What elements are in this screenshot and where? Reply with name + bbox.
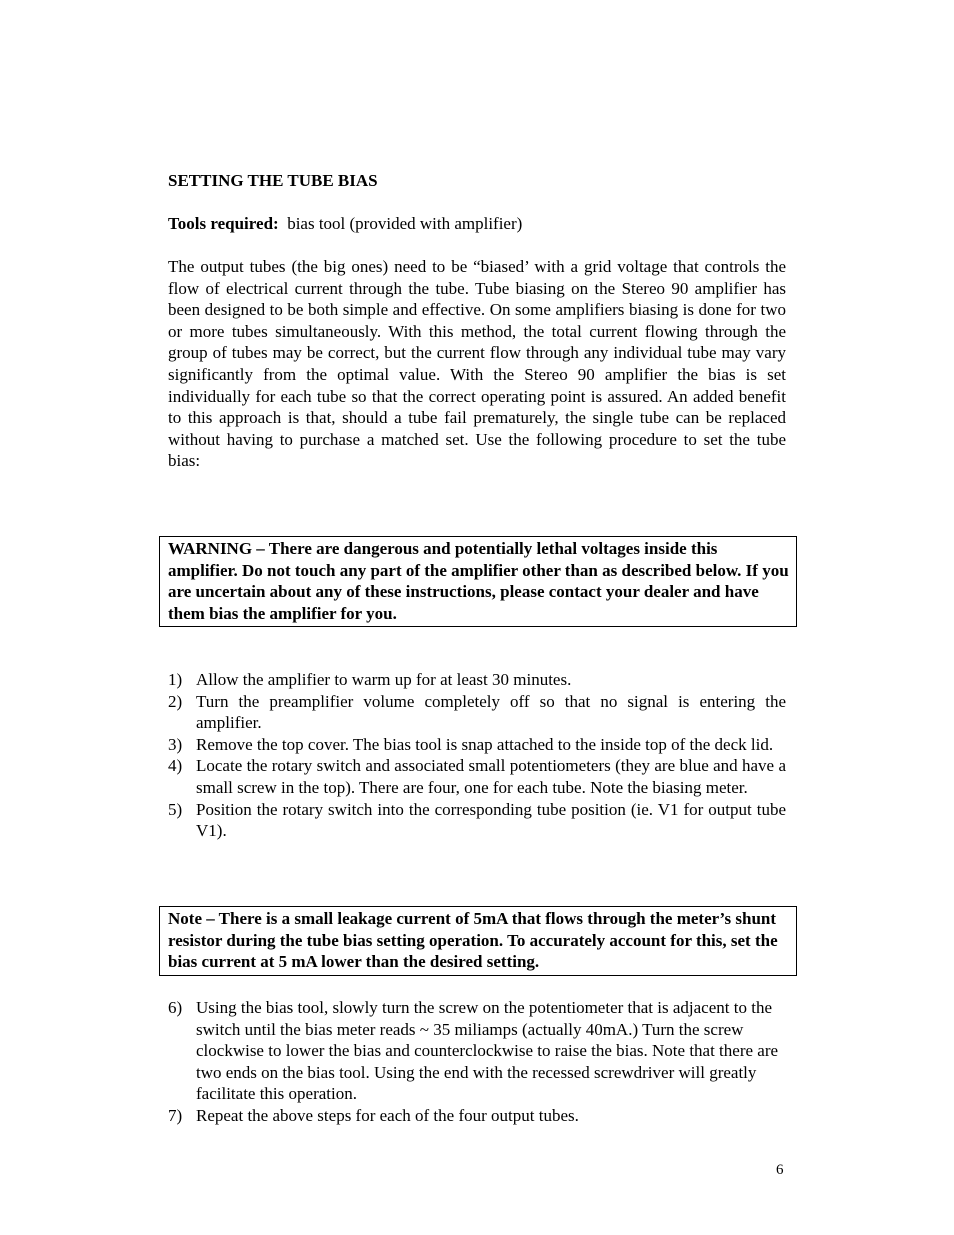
warning-box: WARNING – There are dangerous and potentially lethal voltages inside this amplifier. Do not touch any part of the amplifier other than as described below. If you are uncertain about any of these instructions, please contact your dealer and have them bias the amplifier for you.	[159, 536, 797, 627]
intro-paragraph: The output tubes (the big ones) need to be “biased’ with a grid voltage that controls the flow of electrical current through the tube. Tube biasing on the Stereo 90 amplifier has been designed to be both simple and effective. On some amplifiers biasing is done for two or more tubes simultaneously. With this method, the total current flowing through the group of tubes may be correct, but the current flow through any individual tube may vary significantly from the optimal value. With the Stereo 90 amplifier the bias is set individually for each tube so that the correct operating point is assured. An added benefit to this approach is that, should a tube fail prematurely, the single tube can be replaced without having to purchase a matched set. Use the following procedure to set the tube bias:	[168, 257, 786, 471]
tools-label: Tools required:	[168, 214, 279, 233]
list-item	[168, 1105, 786, 1127]
step-text: Allow the amplifier to warm up for at least 30 minutes.	[196, 670, 572, 689]
list-item	[168, 691, 786, 734]
step-text: Remove the top cover. The bias tool is snap attached to the inside top of the deck lid.	[196, 734, 774, 754]
note-box: Note – There is a small leakage current of 5mA that flows through the meter’s shunt resistor during the tube bias setting operation. To accurately account for this, set the bias current at 5 mA lower than the desired setting.	[159, 906, 797, 976]
tools-value: bias tool (provided with amplifier)	[287, 214, 523, 233]
list-item	[168, 755, 786, 798]
list-item	[168, 669, 786, 691]
step-number: 6)	[168, 998, 183, 1017]
procedure-steps-1-5	[168, 669, 786, 842]
step-number: 2)	[168, 691, 183, 711]
step-text: Turn the preamplifier volume completely off so that no signal is entering the amplifier.	[196, 691, 786, 733]
step-text: Using the bias tool, slowly turn the screw on the potentiometer that is adjacent to the switch until the bias meter reads ~ 35 miliamps (actually 40mA.) Turn the screw clockwise to lower the bias and counterclockwise to raise the bias. Note that there are two ends on the bias tool. Using the end with the recessed screwdriver will greatly facilitate this operation.	[196, 998, 779, 1104]
step-text: Locate the rotary switch and associated small potentiometers (they are blue and have a small screw in the top). There are four, one for each tube. Note the biasing meter.	[196, 756, 786, 797]
step-text: Repeat the above steps for each of the four output tubes.	[196, 1105, 579, 1125]
step-number: 1)	[168, 670, 183, 689]
step-text: Position the rotary switch into the corresponding tube position (ie. V1 for output tube V1).	[196, 799, 786, 841]
step-number: 7)	[168, 1105, 183, 1125]
page-number: 6	[776, 1162, 784, 1178]
step-number: 3)	[168, 734, 183, 754]
section-heading: SETTING THE TUBE BIAS	[168, 171, 378, 190]
step-number: 4)	[168, 756, 183, 776]
tools-required	[168, 213, 788, 235]
list-item	[168, 799, 786, 842]
list-item	[168, 734, 786, 756]
procedure-steps-6-7	[168, 997, 786, 1127]
step-number: 5)	[168, 799, 183, 819]
list-item	[168, 997, 786, 1105]
